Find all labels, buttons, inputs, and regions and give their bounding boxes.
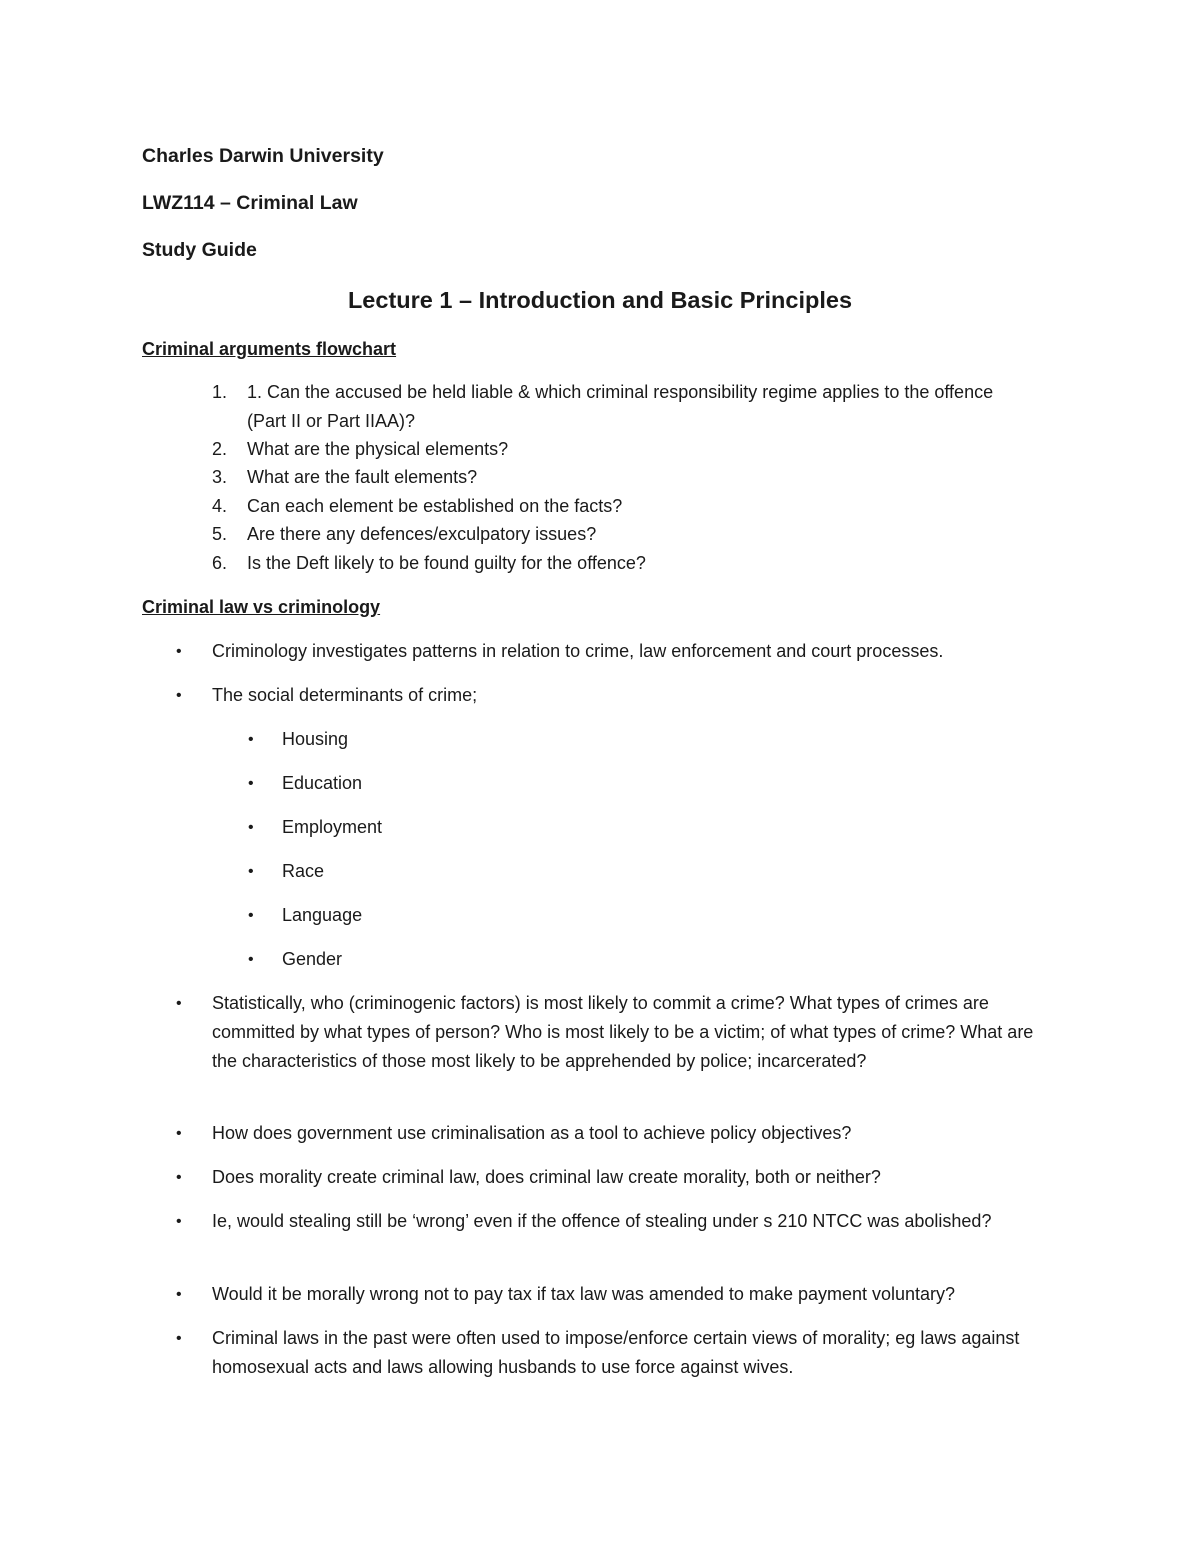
bullet-icon: • (176, 1286, 182, 1303)
bullet-icon: • (176, 1330, 182, 1347)
bullet-text: Would it be morally wrong not to pay tax if tax law was amended to make payment voluntary? (212, 1284, 956, 1304)
sub-bullet-text: Race (282, 861, 325, 881)
item-number: 1. (212, 382, 228, 402)
bullet-icon: • (248, 951, 254, 968)
bullet-icon: • (176, 643, 182, 660)
bullet-text: The social determinants of crime; (212, 685, 478, 705)
bullet-text: Criminology investigates patterns in relation to crime, law enforcement and court processes. (212, 641, 944, 661)
sub-bullet-text: Housing (282, 729, 349, 749)
sub-bullet-text: Education (282, 773, 363, 793)
bullet-icon: • (176, 995, 182, 1012)
sub-bullet-text: Language (282, 905, 363, 925)
bullet-text: Ie, would stealing still be ‘wrong’ even if the offence of stealing under s 210 NTCC was abolished? (212, 1211, 992, 1231)
bullet-icon: • (176, 1169, 182, 1186)
item-number: 6. (212, 553, 228, 573)
bullet-icon: • (176, 687, 182, 704)
bullet-text: How does government use criminalisation as a tool to achieve policy objectives? (212, 1123, 852, 1143)
bullet-icon: • (176, 1213, 182, 1230)
item-text: What are the fault elements? (247, 467, 478, 487)
sub-bullet-text: Gender (282, 949, 343, 969)
item-text: 1. Can the accused be held liable & which criminal responsibility regime applies to the offence (Part II or Part IIAA)? (247, 382, 994, 431)
item-number: 4. (212, 496, 228, 516)
sub-bullet-text: Employment (282, 817, 383, 837)
bullet-icon: • (176, 1125, 182, 1142)
item-number: 3. (212, 467, 228, 487)
bullet-icon: • (248, 863, 254, 880)
bullet-icon: • (248, 907, 254, 924)
course-code: LWZ114 – Criminal Law (142, 192, 358, 214)
item-text: Can each element be established on the facts? (247, 496, 623, 516)
flowchart-heading: Criminal arguments flowchart (142, 339, 397, 359)
bullet-icon: • (248, 775, 254, 792)
item-text: Is the Deft likely to be found guilty for the offence? (247, 553, 646, 573)
document-type: Study Guide (142, 239, 257, 261)
university-name: Charles Darwin University (142, 145, 384, 167)
lecture-title: Lecture 1 – Introduction and Basic Principles (347, 287, 853, 313)
item-text: Are there any defences/exculpatory issues? (247, 524, 597, 544)
bullet-icon: • (248, 819, 254, 836)
bullet-icon: • (248, 731, 254, 748)
item-number: 2. (212, 439, 228, 459)
bullet-text: Does morality create criminal law, does criminal law create morality, both or neither? (212, 1167, 881, 1187)
bullet-text: Statistically, who (criminogenic factors) is most likely to commit a crime? What types of crimes are committed by what types of person? Who is most likely to be a victim; of what types of crime? What are the characteristics of those most likely to be apprehended by police; incarcerated? (212, 993, 1034, 1071)
item-text: What are the physical elements? (247, 439, 509, 459)
item-number: 5. (212, 524, 228, 544)
criminology-heading: Criminal law vs criminology (142, 597, 381, 617)
bullet-text: Criminal laws in the past were often used to impose/enforce certain views of morality; eg laws against homosexual acts and laws allowing husbands to use force against wives. (212, 1328, 1020, 1377)
